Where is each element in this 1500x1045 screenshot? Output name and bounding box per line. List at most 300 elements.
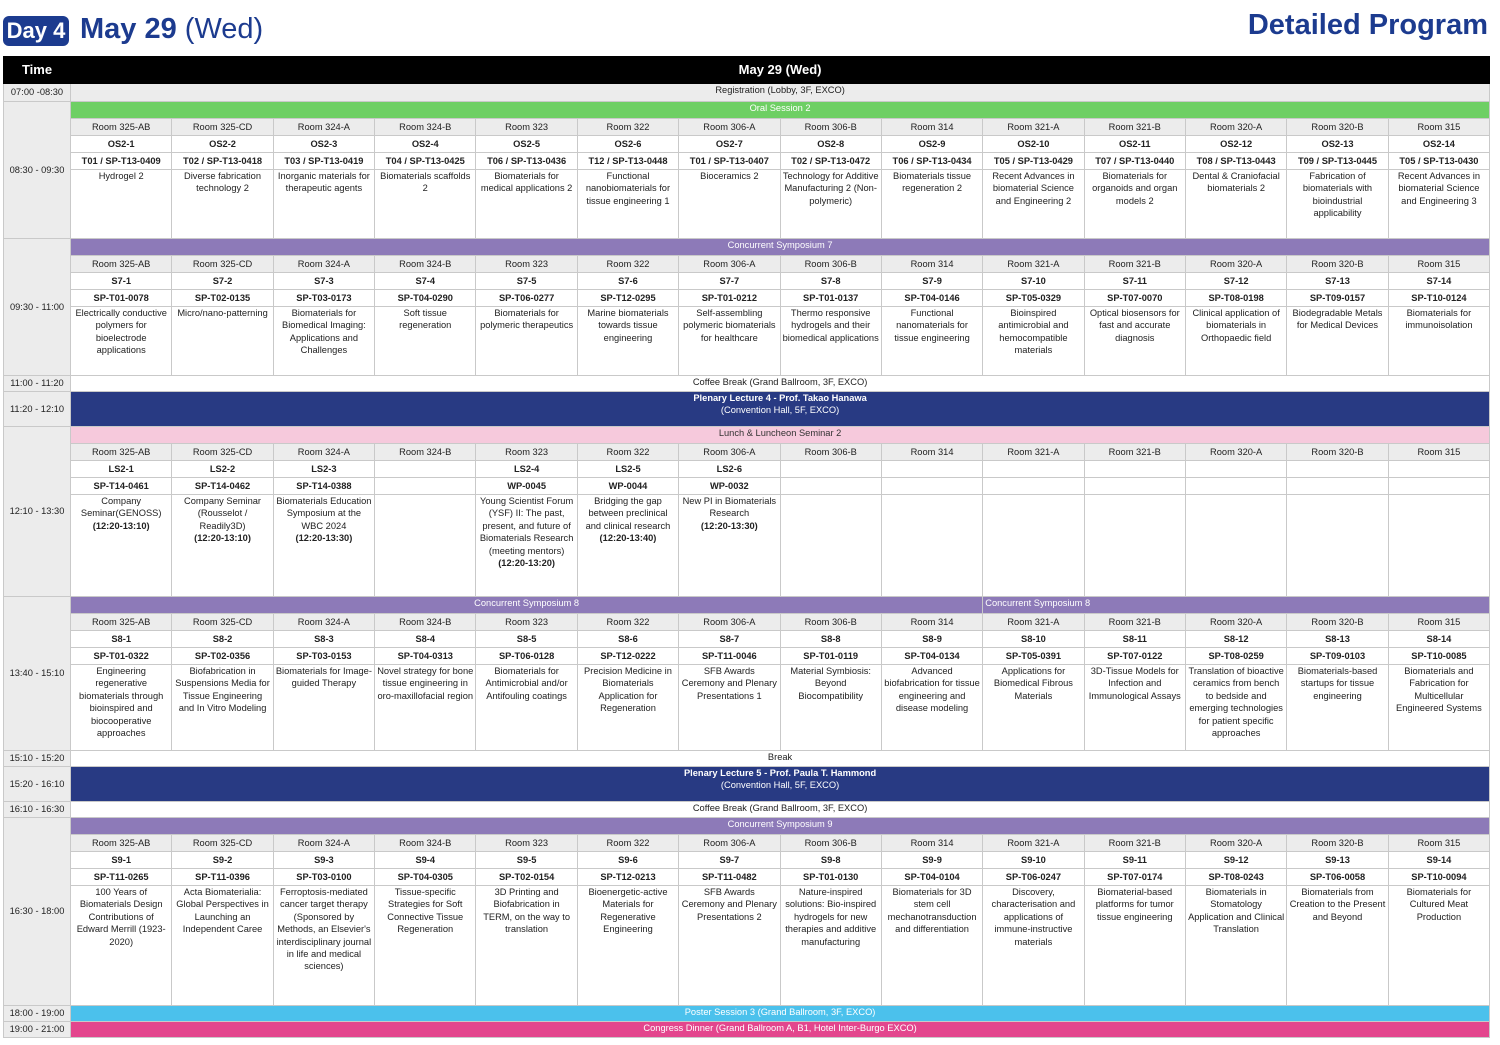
room-label: Room 325-AB: [71, 614, 172, 631]
session-code: S9-4: [375, 852, 476, 869]
session-title-cell: [1185, 665, 1286, 751]
lunch-banner-row: [4, 427, 1490, 444]
room-label: Room 320-A: [1185, 119, 1286, 136]
room-label: Room 315: [1388, 256, 1489, 273]
session-title-cell: [780, 495, 881, 597]
time-slot: 13:40 - 15:10: [4, 597, 71, 751]
session-title-cell: [679, 170, 780, 239]
room-row: [4, 614, 1490, 631]
abstract-code: T03 / SP-T13-0419: [273, 153, 374, 170]
room-label: Room 323: [476, 256, 577, 273]
session-code: OS2-2: [172, 136, 273, 153]
abstract-code: T08 / SP-T13-0443: [1185, 153, 1286, 170]
session-title-cell: [172, 665, 273, 751]
session-title: Micro/nano-patterning: [177, 308, 268, 318]
room-label: Room 314: [881, 256, 982, 273]
abstract-code: [881, 478, 982, 495]
abstract-code: SP-T12-0222: [577, 648, 678, 665]
session-code: S7-14: [1388, 273, 1489, 290]
session-code: LS2-3: [273, 461, 374, 478]
session-title-cell: [780, 886, 881, 1006]
room-label: Room 323: [476, 614, 577, 631]
room-row: [4, 256, 1490, 273]
session-title-cell: [1388, 170, 1489, 239]
abstract-code-row: [4, 869, 1490, 886]
session-title: Bioenergetic-active Materials for Regenerative Engineering: [588, 887, 668, 935]
plenary-lecture-5-banner: [71, 767, 1490, 802]
abstract-code: SP-T11-0396: [172, 869, 273, 886]
abstract-code: T01 / SP-T13-0409: [71, 153, 172, 170]
poster-row: [4, 1006, 1490, 1022]
session-code: S7-12: [1185, 273, 1286, 290]
session-title: Recent Advances in biomaterial Science and Engineering 3: [1397, 171, 1480, 206]
session-title: SFB Awards Ceremony and Plenary Presentations 1: [681, 666, 777, 701]
session-title-cell: [375, 886, 476, 1006]
session-code: [881, 461, 982, 478]
session-title-cell: [577, 665, 678, 751]
abstract-code: SP-T10-0094: [1388, 869, 1489, 886]
room-label: Room 321-A: [983, 835, 1084, 852]
schedule-table: [3, 56, 1490, 1038]
session-title-cell: [881, 170, 982, 239]
session-title-cell: [679, 886, 780, 1006]
session-code: OS2-6: [577, 136, 678, 153]
plenary-row: [4, 392, 1490, 427]
session-title: Company Seminar (Rousselot / Readily3D): [184, 496, 262, 531]
room-label: Room 321-B: [1084, 119, 1185, 136]
table-header-row: [4, 57, 1490, 84]
break-banner: Break: [71, 751, 1490, 767]
room-label: Room 315: [1388, 119, 1489, 136]
session-title-cell: [172, 307, 273, 376]
abstract-code: SP-T11-0265: [71, 869, 172, 886]
room-label: Room 320-B: [1287, 614, 1388, 631]
session-title: Biomaterials for immunoisolation: [1405, 308, 1473, 331]
abstract-code: [375, 478, 476, 495]
abstract-code: SP-T01-0078: [71, 290, 172, 307]
session-code: S8-14: [1388, 631, 1489, 648]
session-code: S7-4: [375, 273, 476, 290]
session-title-cell: [1084, 665, 1185, 751]
session-title: 3D Printing and Biofabrication in TERM, on the way to translation: [483, 887, 571, 935]
session-title-cell: [983, 886, 1084, 1006]
abstract-code: [1185, 478, 1286, 495]
abstract-code: WP-0044: [577, 478, 678, 495]
session-title-cell: [172, 495, 273, 597]
room-label: Room 314: [881, 835, 982, 852]
session-code: LS2-2: [172, 461, 273, 478]
session-title-cell: [273, 170, 374, 239]
room-label: Room 321-B: [1084, 256, 1185, 273]
session-code: S9-9: [881, 852, 982, 869]
session-code: S8-4: [375, 631, 476, 648]
session-title: Bridging the gap between preclinical and clinical research: [585, 496, 671, 531]
room-label: Room 320-A: [1185, 614, 1286, 631]
session-title: Functional nanobiomaterials for tissue engineering 1: [585, 171, 671, 206]
session-title-cell: [1287, 665, 1388, 751]
session-title-row: [4, 495, 1490, 597]
session-code: S8-10: [983, 631, 1084, 648]
session-code: [983, 461, 1084, 478]
plenary-lecture-4-banner: [71, 392, 1490, 427]
session-title: Applications for Biomedical Fibrous Materials: [993, 666, 1073, 701]
session-title: 3D-Tissue Models for Infection and Immunological Assays: [1088, 666, 1181, 701]
room-label: Room 322: [577, 119, 678, 136]
plenary-title: Plenary Lecture 5 - Prof. Paula T. Hammond: [683, 768, 877, 778]
abstract-code: [1287, 478, 1388, 495]
session-title-cell: [577, 495, 678, 597]
session-code: OS2-3: [273, 136, 374, 153]
session-title-cell: [1287, 307, 1388, 376]
session-code-row: [4, 852, 1490, 869]
coffee-break-banner: Coffee Break (Grand Ballroom, 3F, EXCO): [71, 376, 1490, 392]
session-code: S8-5: [476, 631, 577, 648]
abstract-code: T12 / SP-T13-0448: [577, 153, 678, 170]
abstract-code: T09 / SP-T13-0445: [1287, 153, 1388, 170]
session-title-cell: [375, 307, 476, 376]
session-code: S8-12: [1185, 631, 1286, 648]
room-label: Room 321-B: [1084, 835, 1185, 852]
session-code: S9-12: [1185, 852, 1286, 869]
session-title: Recent Advances in biomaterial Science and Engineering 2: [992, 171, 1075, 206]
dinner-row: [4, 1022, 1490, 1038]
session-title-row: [4, 170, 1490, 239]
page-header: [0, 0, 1500, 54]
session-code: [1084, 461, 1185, 478]
session-title-cell: [476, 665, 577, 751]
session-time: (12:20-13:10): [194, 533, 251, 544]
abstract-code: SP-T05-0391: [983, 648, 1084, 665]
session-code: OS2-7: [679, 136, 780, 153]
symposium-banner-row: [4, 239, 1490, 256]
session-title-cell: [1388, 886, 1489, 1006]
session-title: Biomaterial-based platforms for tumor tissue engineering: [1095, 887, 1174, 922]
room-label: Room 325-CD: [172, 119, 273, 136]
session-title: Fabrication of biomaterials with bioindustrial applicability: [1302, 171, 1373, 219]
session-title: Inorganic materials for therapeutic agents: [277, 171, 370, 194]
session-title: Biomaterials and Fabrication for Multicellular Engineered Systems: [1396, 666, 1482, 714]
room-label: Room 325-CD: [172, 444, 273, 461]
session-code: S7-1: [71, 273, 172, 290]
session-code: S9-7: [679, 852, 780, 869]
session-title-cell: [983, 307, 1084, 376]
session-title: Biomaterials for Biomedical Imaging: Applications and Challenges: [282, 308, 366, 356]
session-title: Nature-inspired solutions: Bio-inspired hydrogels for new therapies and additive manufacturing: [785, 887, 877, 947]
room-label: Room 325-CD: [172, 835, 273, 852]
room-label: Room 306-A: [679, 835, 780, 852]
room-label: Room 320-A: [1185, 256, 1286, 273]
abstract-code: SP-T04-0134: [881, 648, 982, 665]
abstract-code: SP-T12-0213: [577, 869, 678, 886]
abstract-code: SP-T09-0157: [1287, 290, 1388, 307]
room-row: [4, 835, 1490, 852]
session-title: Biomaterials for Cultured Meat Production: [1406, 887, 1472, 922]
room-label: Room 325-CD: [172, 256, 273, 273]
session-title: Soft tissue regeneration: [399, 308, 452, 331]
abstract-code: SP-T07-0122: [1084, 648, 1185, 665]
room-row: [4, 119, 1490, 136]
session-title-cell: [679, 495, 780, 597]
session-title-cell: [780, 665, 881, 751]
room-label: Room 322: [577, 256, 678, 273]
registration-row: [4, 84, 1490, 102]
session-title: Optical biosensors for fast and accurate diagnosis: [1089, 308, 1180, 343]
session-code: OS2-14: [1388, 136, 1489, 153]
room-label: Room 325-CD: [172, 614, 273, 631]
session-title: Material Symbiosis: Beyond Biocompatibility: [790, 666, 871, 701]
session-title: Advanced biofabrication for tissue engineering and disease modeling: [884, 666, 980, 714]
session-title: 100 Years of Biomaterials Design Contributions of Edward Merrill (1923-2020): [76, 887, 166, 947]
plenary-location: (Convention Hall, 5F, EXCO): [720, 780, 840, 791]
session-code: OS2-13: [1287, 136, 1388, 153]
symposium-7-banner: Concurrent Symposium 7: [71, 239, 1490, 256]
session-title-cell: [1388, 495, 1489, 597]
abstract-code: T07 / SP-T13-0440: [1084, 153, 1185, 170]
abstract-code: SP-T14-0461: [71, 478, 172, 495]
session-code: S8-13: [1287, 631, 1388, 648]
session-code: S8-6: [577, 631, 678, 648]
coffee-break-row: [4, 376, 1490, 392]
session-title: Biomaterials for polymeric therapeutics: [480, 308, 574, 331]
session-title-cell: [577, 170, 678, 239]
session-title: Translation of bioactive ceramics from bench to bedside and emerging technologies for patient specific approaches: [1188, 666, 1284, 739]
room-label: Room 323: [476, 444, 577, 461]
session-title-cell: [881, 495, 982, 597]
session-title: New PI in Biomaterials Research: [682, 496, 777, 519]
abstract-code: SP-T01-0130: [780, 869, 881, 886]
room-label: Room 322: [577, 614, 678, 631]
session-code: [1185, 461, 1286, 478]
break-row: [4, 751, 1490, 767]
session-title: Dental & Craniofacial biomaterials 2: [1192, 171, 1280, 194]
abstract-code: SP-T01-0322: [71, 648, 172, 665]
room-label: Room 324-A: [273, 444, 374, 461]
session-title: Biomaterials for Antimicrobial and/or Antifouling coatings: [485, 666, 568, 701]
session-code: S7-9: [881, 273, 982, 290]
program-title: Detailed Program: [1247, 9, 1488, 41]
session-title: Biofabrication in Suspensions Media for Tissue Engineering and In Vitro Modeling: [175, 666, 270, 714]
session-code: OS2-1: [71, 136, 172, 153]
session-time: (12:20-13:30): [700, 520, 758, 531]
room-label: Room 306-B: [780, 614, 881, 631]
session-code: S7-13: [1287, 273, 1388, 290]
session-code: S8-8: [780, 631, 881, 648]
session-title: Technology for Additive Manufacturing 2 (Non-polymeric): [782, 171, 879, 206]
session-time: (12:20-13:30): [295, 533, 353, 544]
session-code: OS2-9: [881, 136, 982, 153]
session-title-cell: [1185, 886, 1286, 1006]
session-title-cell: [780, 307, 881, 376]
room-label: Room 325-AB: [71, 835, 172, 852]
session-code: LS2-4: [476, 461, 577, 478]
abstract-code: SP-T06-0277: [476, 290, 577, 307]
session-title-cell: [881, 307, 982, 376]
room-label: Room 306-A: [679, 444, 780, 461]
session-title-cell: [1185, 307, 1286, 376]
abstract-code: SP-T11-0046: [679, 648, 780, 665]
room-label: Room 320-B: [1287, 256, 1388, 273]
session-title-cell: [71, 495, 172, 597]
room-label: Room 321-A: [983, 119, 1084, 136]
session-title-row: [4, 886, 1490, 1006]
session-title-cell: [273, 665, 374, 751]
session-code: S9-2: [172, 852, 273, 869]
page-date: [80, 13, 263, 46]
session-title: Thermo responsive hydrogels and their biomedical applications: [782, 308, 879, 343]
abstract-code: T06 / SP-T13-0434: [881, 153, 982, 170]
session-title: Discovery, characterisation and applications of immune-instructive materials: [991, 887, 1076, 947]
session-title: Biomaterials from Creation to the Present and Beyond: [1289, 887, 1386, 922]
time-slot: 19:00 - 21:00: [4, 1022, 71, 1038]
room-label: Room 306-B: [780, 119, 881, 136]
session-code: S9-14: [1388, 852, 1489, 869]
session-title-cell: [1287, 495, 1388, 597]
room-label: Room 314: [881, 119, 982, 136]
session-title-cell: [71, 170, 172, 239]
session-code: OS2-8: [780, 136, 881, 153]
session-title: Biomaterials tissue regeneration 2: [893, 171, 972, 194]
time-column-header: Time: [4, 57, 71, 84]
abstract-code-row: [4, 290, 1490, 307]
session-title: Electrically conductive polymers for bioelectrode applications: [75, 308, 167, 356]
room-label: Room 315: [1388, 614, 1489, 631]
day-badge: Day 4: [3, 16, 69, 46]
room-label: Room 321-B: [1084, 444, 1185, 461]
session-code: S7-3: [273, 273, 374, 290]
room-row: [4, 444, 1490, 461]
room-label: Room 320-A: [1185, 444, 1286, 461]
date-column-header: May 29 (Wed): [71, 57, 1490, 84]
plenary-title: Plenary Lecture 4 - Prof. Takao Hanawa: [693, 393, 867, 403]
abstract-code: SP-T04-0313: [375, 648, 476, 665]
session-title-cell: [1084, 886, 1185, 1006]
symposium-8-banner-right: Concurrent Symposium 8: [983, 597, 1490, 614]
session-title: Self-assembling polymeric biomaterials for healthcare: [683, 308, 776, 343]
session-title-cell: [273, 886, 374, 1006]
abstract-code: SP-T08-0198: [1185, 290, 1286, 307]
coffee-break-row: [4, 802, 1490, 818]
session-code: S9-10: [983, 852, 1084, 869]
room-label: Room 320-A: [1185, 835, 1286, 852]
abstract-code: SP-T10-0124: [1388, 290, 1489, 307]
room-label: Room 321-A: [983, 614, 1084, 631]
abstract-code: T01 / SP-T13-0407: [679, 153, 780, 170]
time-slot: 16:30 - 18:00: [4, 818, 71, 1006]
session-time: (12:20-13:10): [92, 520, 150, 531]
session-title: Biomaterials for organoids and organ models 2: [1092, 171, 1178, 206]
session-code-row: [4, 273, 1490, 290]
session-title: Marine biomaterials towards tissue engineering: [587, 308, 669, 343]
room-label: Room 306-B: [780, 444, 881, 461]
session-code: S9-1: [71, 852, 172, 869]
session-code: OS2-4: [375, 136, 476, 153]
abstract-code: T05 / SP-T13-0430: [1388, 153, 1489, 170]
session-code: S8-11: [1084, 631, 1185, 648]
time-slot: 07:00 -08:30: [4, 84, 71, 102]
room-label: Room 306-A: [679, 256, 780, 273]
abstract-code-row: [4, 648, 1490, 665]
abstract-code: SP-T09-0103: [1287, 648, 1388, 665]
room-label: Room 324-A: [273, 119, 374, 136]
room-label: Room 306-A: [679, 119, 780, 136]
session-title-cell: [881, 886, 982, 1006]
room-label: Room 324-B: [375, 614, 476, 631]
session-title-cell: [172, 886, 273, 1006]
session-code: [780, 461, 881, 478]
room-label: Room 306-B: [780, 835, 881, 852]
abstract-code: WP-0032: [679, 478, 780, 495]
abstract-code: SP-T10-0085: [1388, 648, 1489, 665]
session-title-cell: [1185, 495, 1286, 597]
room-label: Room 314: [881, 444, 982, 461]
session-title-cell: [71, 665, 172, 751]
session-code: S9-13: [1287, 852, 1388, 869]
session-code: S7-6: [577, 273, 678, 290]
abstract-code: T06 / SP-T13-0436: [476, 153, 577, 170]
session-code: S8-2: [172, 631, 273, 648]
session-title: Biomaterials Education Symposium at the WBC 2024: [276, 496, 372, 531]
session-time: (12:20-13:40): [599, 533, 657, 544]
room-label: Room 324-B: [375, 119, 476, 136]
abstract-code: SP-T06-0128: [476, 648, 577, 665]
room-label: Room 321-A: [983, 444, 1084, 461]
session-title-cell: [1084, 495, 1185, 597]
abstract-code: SP-T03-0173: [273, 290, 374, 307]
time-slot: 16:10 - 16:30: [4, 802, 71, 818]
abstract-code: WP-0045: [476, 478, 577, 495]
abstract-code: SP-T07-0070: [1084, 290, 1185, 307]
abstract-code: [780, 478, 881, 495]
session-title: Biomaterials scaffolds 2: [380, 171, 471, 194]
session-code: LS2-6: [679, 461, 780, 478]
abstract-code: T04 / SP-T13-0425: [375, 153, 476, 170]
session-title: Novel strategy for bone tissue engineering in oro-maxillofacial region: [377, 666, 474, 701]
date-weekday: (Wed): [184, 13, 264, 45]
abstract-code: SP-T04-0290: [375, 290, 476, 307]
session-title-cell: [983, 170, 1084, 239]
abstract-code: SP-T11-0482: [679, 869, 780, 886]
session-code: [375, 461, 476, 478]
session-title-cell: [273, 307, 374, 376]
abstract-code: SP-T04-0305: [375, 869, 476, 886]
session-title-cell: [1084, 307, 1185, 376]
room-label: Room 325-AB: [71, 119, 172, 136]
plenary-row: [4, 767, 1490, 802]
session-code-row: [4, 631, 1490, 648]
room-label: Room 320-B: [1287, 835, 1388, 852]
session-code: S7-11: [1084, 273, 1185, 290]
session-code: S8-7: [679, 631, 780, 648]
abstract-code: SP-T02-0135: [172, 290, 273, 307]
lunch-seminar-banner: Lunch & Luncheon Seminar 2: [71, 427, 1490, 444]
abstract-code: SP-T07-0174: [1084, 869, 1185, 886]
session-code: S7-2: [172, 273, 273, 290]
session-code: OS2-10: [983, 136, 1084, 153]
session-title-cell: [679, 665, 780, 751]
session-title: Bioinspired antimicrobial and hemocompatible materials: [998, 308, 1069, 356]
session-title-cell: [476, 886, 577, 1006]
session-code: S9-5: [476, 852, 577, 869]
session-title-cell: [1185, 170, 1286, 239]
session-title: Ferroptosis-mediated cancer target therapy (Sponsored by Methods, an Elsevier's interdisciplinary journal in life and medical sciences): [276, 887, 372, 972]
abstract-code: SP-T05-0329: [983, 290, 1084, 307]
session-code: S7-5: [476, 273, 577, 290]
session-title: Clinical application of biomaterials in Orthopaedic field: [1192, 308, 1280, 343]
time-slot: 11:20 - 12:10: [4, 392, 71, 427]
room-label: Room 314: [881, 614, 982, 631]
poster-session-banner: Poster Session 3 (Grand Ballroom, 3F, EXCO): [71, 1006, 1490, 1022]
room-label: Room 325-AB: [71, 256, 172, 273]
